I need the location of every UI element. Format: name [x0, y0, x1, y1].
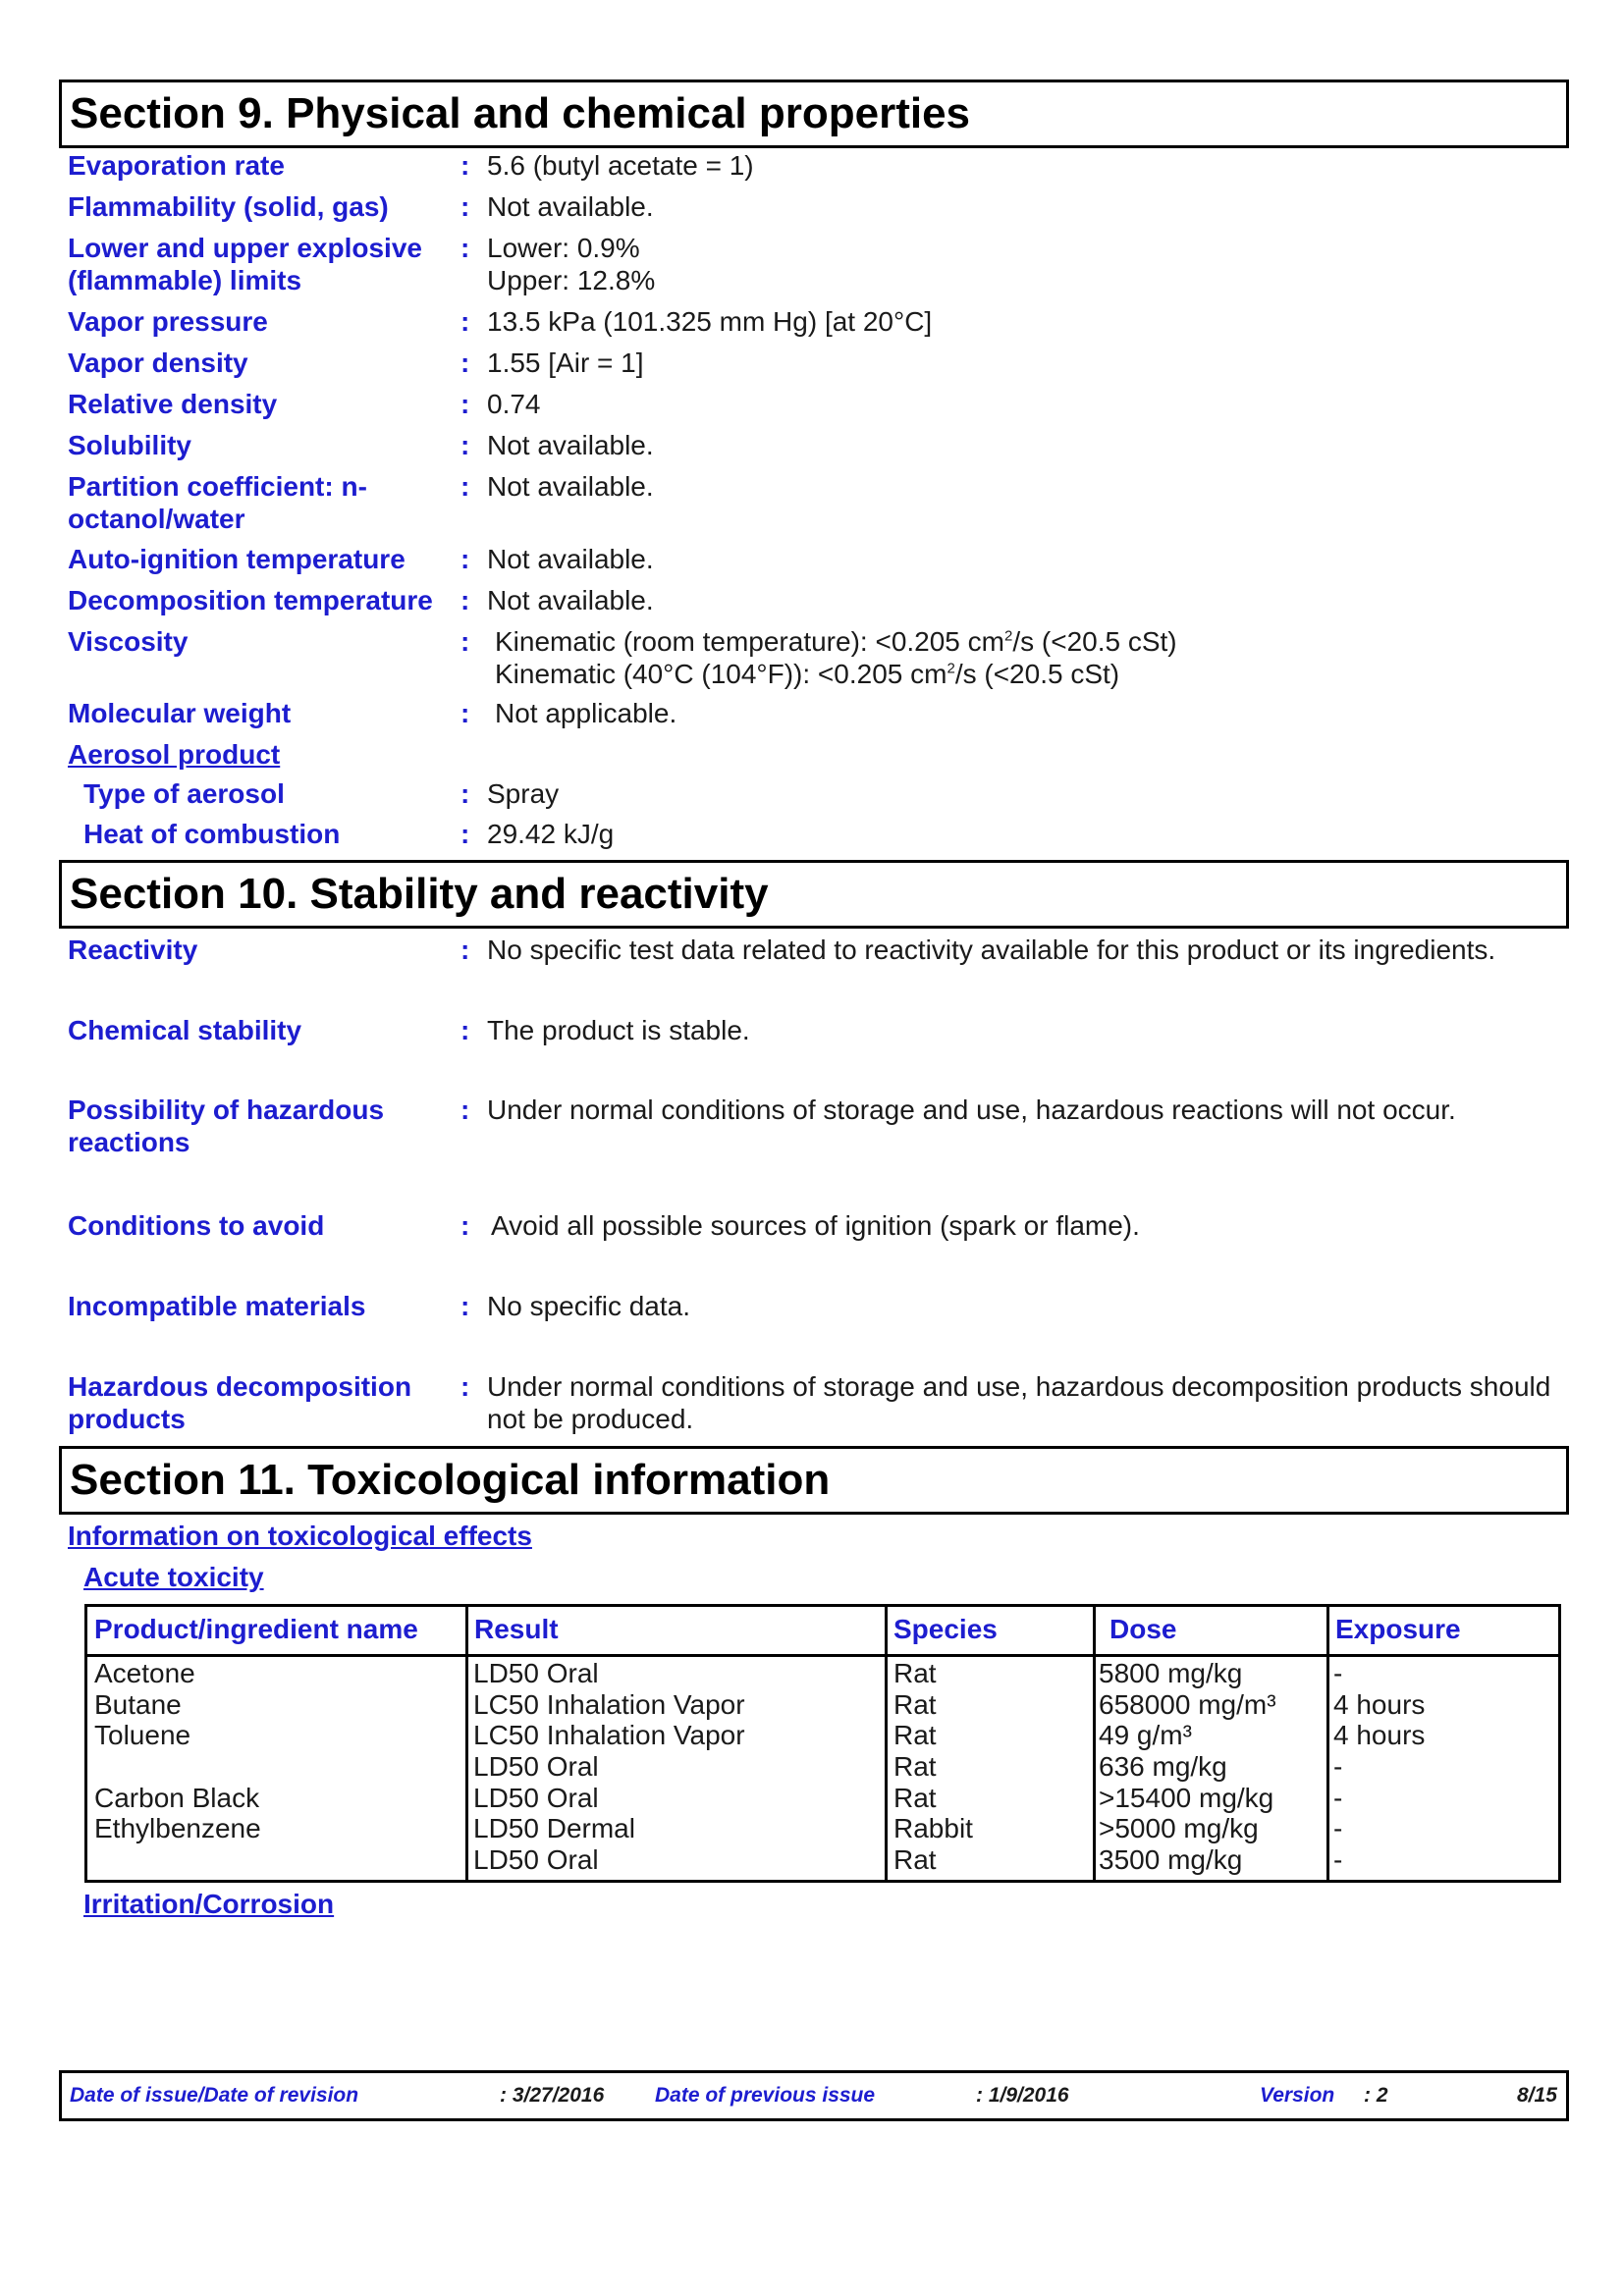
property-value: Not available. [487, 430, 654, 460]
table-cell: LC50 Inhalation Vapor [473, 1688, 745, 1720]
stability-value: No specific data. [487, 1291, 690, 1321]
table-cell: - [1333, 1844, 1343, 1876]
table-cell: Butane [94, 1688, 182, 1720]
colon: : [460, 347, 470, 378]
property-label: Heat of combustion [83, 819, 341, 849]
colon: : [460, 1095, 470, 1125]
stability-label-line: products [68, 1404, 186, 1434]
column-header-exposure: Exposure [1335, 1614, 1461, 1644]
table-cell: LD50 Dermal [473, 1813, 635, 1844]
colon: : [460, 389, 470, 419]
property-label: Evaporation rate [68, 150, 285, 181]
stability-label-line: reactions [68, 1127, 190, 1157]
table-header-divider [87, 1654, 1558, 1657]
table-cell: Rabbit [893, 1813, 973, 1844]
table-cell: - [1333, 1813, 1343, 1844]
property-label: Vapor pressure [68, 306, 268, 337]
stability-value: The product is stable. [487, 1015, 750, 1045]
table-cell: 636 mg/kg [1099, 1751, 1227, 1783]
property-label: Vapor density [68, 347, 248, 378]
property-value: 0.74 [487, 389, 541, 419]
table-cell: Rat [893, 1688, 937, 1720]
colon: : [460, 819, 470, 849]
section-10-heading: Section 10. Stability and reactivity [59, 860, 1569, 929]
colon: : [460, 1015, 470, 1045]
table-cell: 49 g/m³ [1099, 1720, 1192, 1751]
column-header-result: Result [474, 1614, 559, 1644]
table-cell: Rat [893, 1844, 937, 1876]
property-value: Not applicable. [495, 698, 677, 728]
viscosity-value-room: Kinematic (room temperature): <0.205 $cm^2/s$ (<20.5 cSt) [495, 626, 1177, 657]
stability-label: Reactivity [68, 934, 198, 965]
stability-value: Avoid all possible sources of ignition (spark or flame). [491, 1210, 1140, 1241]
section-11-heading: Section 11. Toxicological information [59, 1446, 1569, 1515]
property-value: 13.5 kPa (101.325 mm Hg) [at 20°C] [487, 306, 933, 337]
property-value: 5.6 (butyl acetate = 1) [487, 150, 754, 181]
property-label-line: Partition coefficient: n- [68, 471, 367, 502]
stability-value: No specific test data related to reactivity available for this product or its ingredients. [487, 934, 1496, 965]
property-label-line: (flammable) limits [68, 265, 302, 295]
column-names [94, 1658, 261, 1876]
section-9-heading: Section 9. Physical and chemical properties [59, 80, 1569, 148]
table-cell: LD50 Oral [473, 1782, 599, 1813]
viscosity-value-40c: Kinematic (40°C (104°F)): <0.205 $cm^2/s$ (<20.5 cSt) [495, 659, 1120, 689]
table-cell: 3500 mg/kg [1099, 1844, 1243, 1876]
column-doses [1099, 1658, 1276, 1876]
property-value-upper: Upper: 12.8% [487, 265, 656, 295]
property-label: Decomposition temperature [68, 585, 433, 615]
table-cell: >5000 mg/kg [1099, 1813, 1259, 1844]
table-column-divider [1093, 1607, 1096, 1880]
property-value: Spray [487, 778, 560, 809]
property-label: Flammability (solid, gas) [68, 191, 389, 222]
table-cell: LD50 Oral [473, 1751, 599, 1783]
column-species [893, 1658, 973, 1876]
table-cell [94, 1844, 261, 1876]
colon: : [460, 626, 470, 657]
stability-label: Chemical stability [68, 1015, 302, 1045]
stability-label: Conditions to avoid [68, 1210, 325, 1241]
table-cell: 4 hours [1333, 1688, 1426, 1720]
table-cell: 4 hours [1333, 1720, 1426, 1751]
table-cell: 5800 mg/kg [1099, 1658, 1243, 1688]
property-value: 29.42 kJ/g [487, 819, 615, 849]
stability-value: Under normal conditions of storage and use, hazardous reactions will not occur. [487, 1095, 1456, 1125]
table-cell: LD50 Oral [473, 1844, 599, 1876]
property-label: Relative density [68, 389, 278, 419]
colon: : [460, 698, 470, 728]
property-label-line: octanol/water [68, 504, 245, 534]
table-cell: Acetone [94, 1658, 195, 1688]
footer-previous-value: : 1/9/2016 [976, 2084, 1069, 2107]
footer-version-label: Version [1260, 2084, 1335, 2107]
colon: : [460, 191, 470, 222]
colon: : [460, 934, 470, 965]
property-label: Type of aerosol [83, 778, 285, 809]
table-cell: Rat [893, 1658, 937, 1688]
table-cell: - [1333, 1782, 1343, 1813]
column-results [473, 1658, 745, 1876]
page-footer [59, 2070, 1569, 2121]
table-cell: - [1333, 1751, 1343, 1783]
colon: : [460, 585, 470, 615]
toxicological-effects-link[interactable]: Information on toxicological effects [68, 1521, 532, 1551]
aerosol-product-link[interactable]: Aerosol product [68, 739, 281, 770]
property-value: Not available. [487, 471, 654, 502]
footer-issue-value: : 3/27/2016 [500, 2084, 605, 2107]
colon: : [460, 544, 470, 574]
table-column-divider [1326, 1607, 1329, 1880]
property-value-lower: Lower: 0.9% [487, 233, 640, 263]
table-cell: Rat [893, 1720, 937, 1751]
colon: : [460, 778, 470, 809]
colon: : [460, 471, 470, 502]
table-cell: Carbon Black [94, 1782, 260, 1813]
colon: : [460, 1291, 470, 1321]
table-cell: LC50 Inhalation Vapor [473, 1720, 745, 1751]
footer-page-number: 8/15 [1517, 2084, 1557, 2107]
table-cell: Rat [893, 1751, 937, 1783]
colon: : [460, 1371, 470, 1402]
acute-toxicity-table [84, 1604, 1561, 1883]
table-cell: Rat [893, 1782, 937, 1813]
stability-value-line: not be produced. [487, 1404, 694, 1434]
table-column-divider [885, 1607, 888, 1880]
footer-issue-label: Date of issue/Date of revision [70, 2084, 359, 2107]
colon: : [460, 233, 470, 263]
stability-label: Incompatible materials [68, 1291, 366, 1321]
column-exposures [1333, 1658, 1425, 1876]
property-label: Viscosity [68, 626, 189, 657]
table-cell: Toluene [94, 1720, 191, 1751]
stability-value-line: Under normal conditions of storage and use, hazardous decomposition products should [487, 1371, 1551, 1402]
column-header-dose: Dose [1109, 1614, 1177, 1644]
property-label: Solubility [68, 430, 191, 460]
table-cell: LD50 Oral [473, 1658, 599, 1688]
stability-label-line: Possibility of hazardous [68, 1095, 385, 1125]
colon: : [460, 1210, 470, 1241]
property-label: Auto-ignition temperature [68, 544, 406, 574]
irritation-corrosion-link[interactable]: Irritation/Corrosion [83, 1889, 335, 1919]
property-value: Not available. [487, 544, 654, 574]
property-value: Not available. [487, 585, 654, 615]
property-value: 1.55 [Air = 1] [487, 347, 644, 378]
column-header-name: Product/ingredient name [94, 1614, 418, 1644]
colon: : [460, 306, 470, 337]
column-header-species: Species [893, 1614, 998, 1644]
colon: : [460, 430, 470, 460]
stability-label-line: Hazardous decomposition [68, 1371, 412, 1402]
property-label: Molecular weight [68, 698, 292, 728]
table-cell [94, 1751, 261, 1783]
table-cell: 658000 mg/m³ [1099, 1688, 1276, 1720]
table-cell: - [1333, 1658, 1343, 1688]
colon: : [460, 150, 470, 181]
table-cell: >15400 mg/kg [1099, 1782, 1274, 1813]
table-column-divider [465, 1607, 468, 1880]
property-label-line: Lower and upper explosive [68, 233, 422, 263]
acute-toxicity-link[interactable]: Acute toxicity [83, 1562, 264, 1592]
footer-previous-label: Date of previous issue [655, 2084, 876, 2107]
footer-version-value: : 2 [1364, 2084, 1388, 2107]
property-value: Not available. [487, 191, 654, 222]
table-cell: Ethylbenzene [94, 1813, 261, 1844]
